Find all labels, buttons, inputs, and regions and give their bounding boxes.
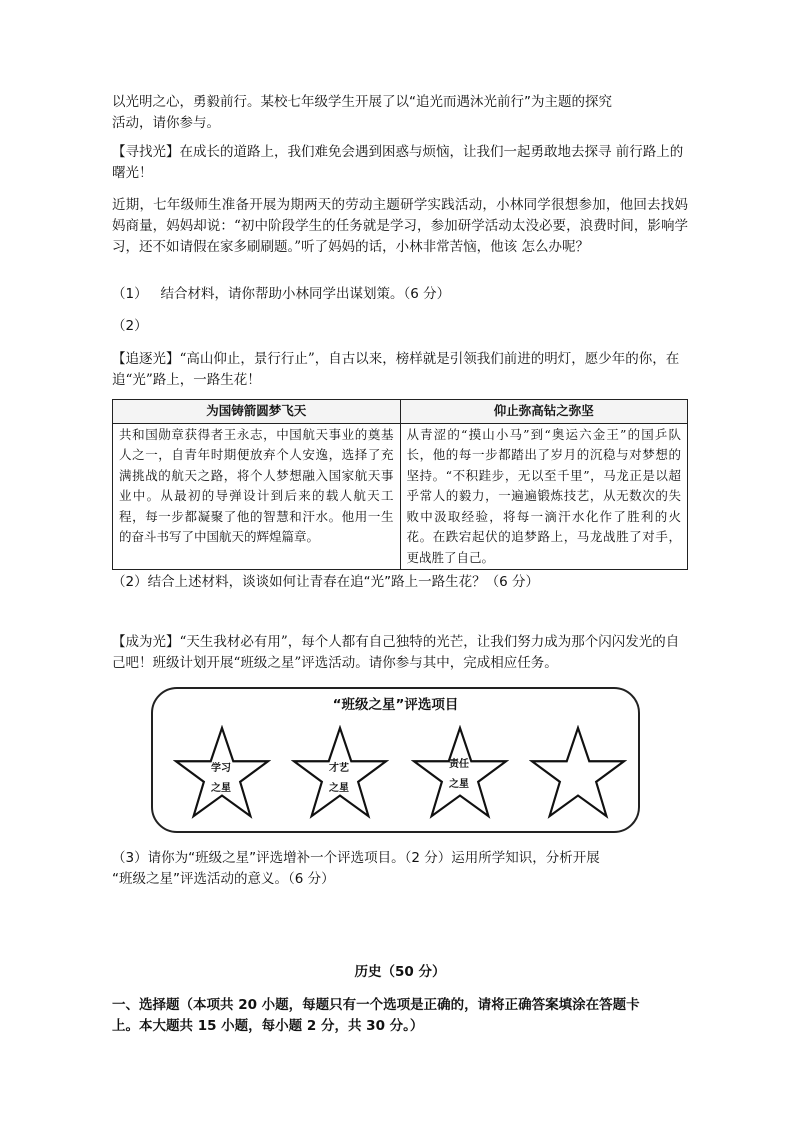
section-chase-light-text: “高山仰止，景行行止”，自古以来，榜样就是引领我们前进的明灯，愿少年的你，在追“光”路上，一路生花！ [112,351,680,388]
section-chase-light [112,349,688,391]
star-label-responsibility-line2: 之星 [449,779,469,790]
section-seek-light-text: 在成长的道路上，我们难免会遇到困惑与烦恼，让我们一起勇敢地去探寻 前行路上的曙光！ [112,144,684,181]
class-star-panel-title: “班级之星”评选项目 [332,697,459,713]
class-star-panel [151,687,640,833]
star-label-study [201,759,241,799]
section-become-light-text: “天生我材必有用”，每个人都有自己独特的光芒，让我们努力成为那个闪闪发光的自己吧！班级计划开展“班级之星”评选活动。请你参与其中，完成相应任务。 [112,634,680,671]
material-table-body-row [113,423,688,570]
history-choice-instructions [112,995,688,1037]
table-header-wang-yongzhi: 为国铸箭圆梦飞天 [113,400,401,424]
table-header-ma-long: 仰止弥高钻之弥坚 [400,400,688,424]
intro-line-2: 活动，请你参与。 [112,115,220,131]
question-1 [112,284,688,305]
question-1-text: 结合材料，请你帮助小林同学出谋划策。（6 分） [160,286,451,302]
question-3 [112,848,688,890]
table-cell-wang-yongzhi: 共和国勋章获得者王永志，中国航天事业的奠基人之一，自青年时期便放弃个人安逸，选择了充满挑战的航天之路，将个人梦想融入国家航天事业中。从最初的导弹设计到后来的载人航天工程，每一步都凝聚了他的智慧和汗水。他用一生的奋斗书写了中国航天的辉煌篇章。 [113,423,401,570]
intro-paragraph [112,92,688,134]
question-3-line-2: “班级之星”评选活动的意义。（6 分） [112,871,335,887]
section-become-light [112,632,688,674]
star-label-responsibility-line1: 责任 [449,759,469,770]
star-label-talent-line1: 才艺 [329,763,349,774]
intro-line-1: 以光明之心，勇毅前行。某校七年级学生开展了以“追光而遇沐光前行”为主题的探究 [112,94,612,110]
question-1-number: （1） [112,286,148,302]
history-section-title: 历史（50 分） [354,964,446,980]
question-2: （2）结合上述材料，谈谈如何让青春在追“光”路上一路生花？（6 分） [112,574,539,590]
star-label-talent-line2: 之星 [329,783,349,794]
table-cell-ma-long: 从青涩的“摸山小马”到“奥运六金王”的国乒队长，他的每一步都踏出了岁月的沉稳与对梦想的坚持。“不积跬步，无以至千里”，马龙正是以超乎常人的毅力，一遍遍锻炼技艺，从无数次的失败中汲取经验，将每一滴汗水化作了胜利的火花。在跌宕起伏的追梦路上，马龙战胜了对手，更战胜了自己。 [400,423,688,570]
star-label-responsibility [439,755,479,795]
section-seek-light [112,142,688,184]
section-tag-chase-light: 【追逐光】 [112,351,180,367]
star-label-study-line2: 之星 [211,783,231,794]
material-paragraph: 近期，七年级师生准备开展为期两天的劳动主题研学实践活动，小林同学很想参加，他回去找妈妈商量，妈妈却说：“初中阶段学生的任务就是学习，参加研学活动太没必要，浪费时间，影响学习，还不如请假在家多刷刷题。”听了妈妈的话，小林非常苦恼，他该 怎么办呢？ [112,197,688,255]
material-table [112,399,688,570]
section-tag-seek-light: 【寻找光】 [112,144,180,160]
star-icon-blank [529,725,627,821]
material-table-header-row [113,400,688,424]
star-label-study-line1: 学习 [211,763,231,774]
history-instructions-line-2: 上。本大题共 15 小题，每小题 2 分，共 30 分。） [112,1018,424,1034]
section-tag-become-light: 【成为光】 [112,634,180,650]
question-2-placeholder: （2） [112,318,148,334]
star-label-talent [319,759,359,799]
history-instructions-line-1: 一、选择题（本项共 20 小题，每题只有一个选项是正确的，请将正确答案填涂在答题卡 [112,997,640,1013]
question-3-line-1: （3）请你为“班级之星”评选增补一个评选项目。（2 分）运用所学知识，分析开展 [112,850,600,866]
